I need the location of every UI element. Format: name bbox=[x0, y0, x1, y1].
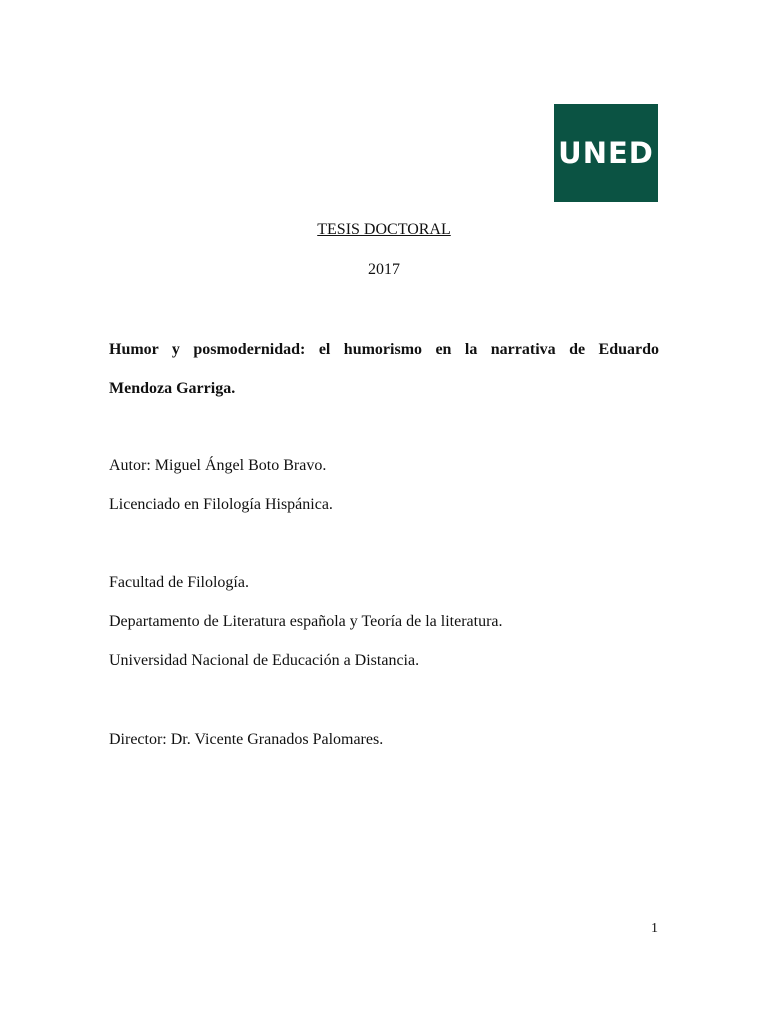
title-line-2: Mendoza Garriga. bbox=[109, 380, 236, 397]
department-line: Departamento de Literatura española y Teoría de la literatura. bbox=[109, 613, 503, 630]
uned-logo bbox=[554, 104, 658, 202]
title-line-1: Humor y posmodernidad: el humorismo en la narrativa de Eduardo bbox=[109, 341, 659, 358]
page-number: 1 bbox=[651, 921, 658, 936]
faculty-line: Facultad de Filología. bbox=[109, 574, 249, 591]
author-line: Autor: Miguel Ángel Boto Bravo. bbox=[109, 457, 327, 474]
uned-logo-text: UNED bbox=[558, 135, 654, 170]
thesis-label: TESIS DOCTORAL bbox=[317, 221, 451, 238]
director-line: Director: Dr. Vicente Granados Palomares. bbox=[109, 731, 384, 748]
thesis-year: 2017 bbox=[368, 261, 400, 278]
author-degree: Licenciado en Filología Hispánica. bbox=[109, 496, 333, 513]
university-line: Universidad Nacional de Educación a Distancia. bbox=[109, 652, 420, 669]
